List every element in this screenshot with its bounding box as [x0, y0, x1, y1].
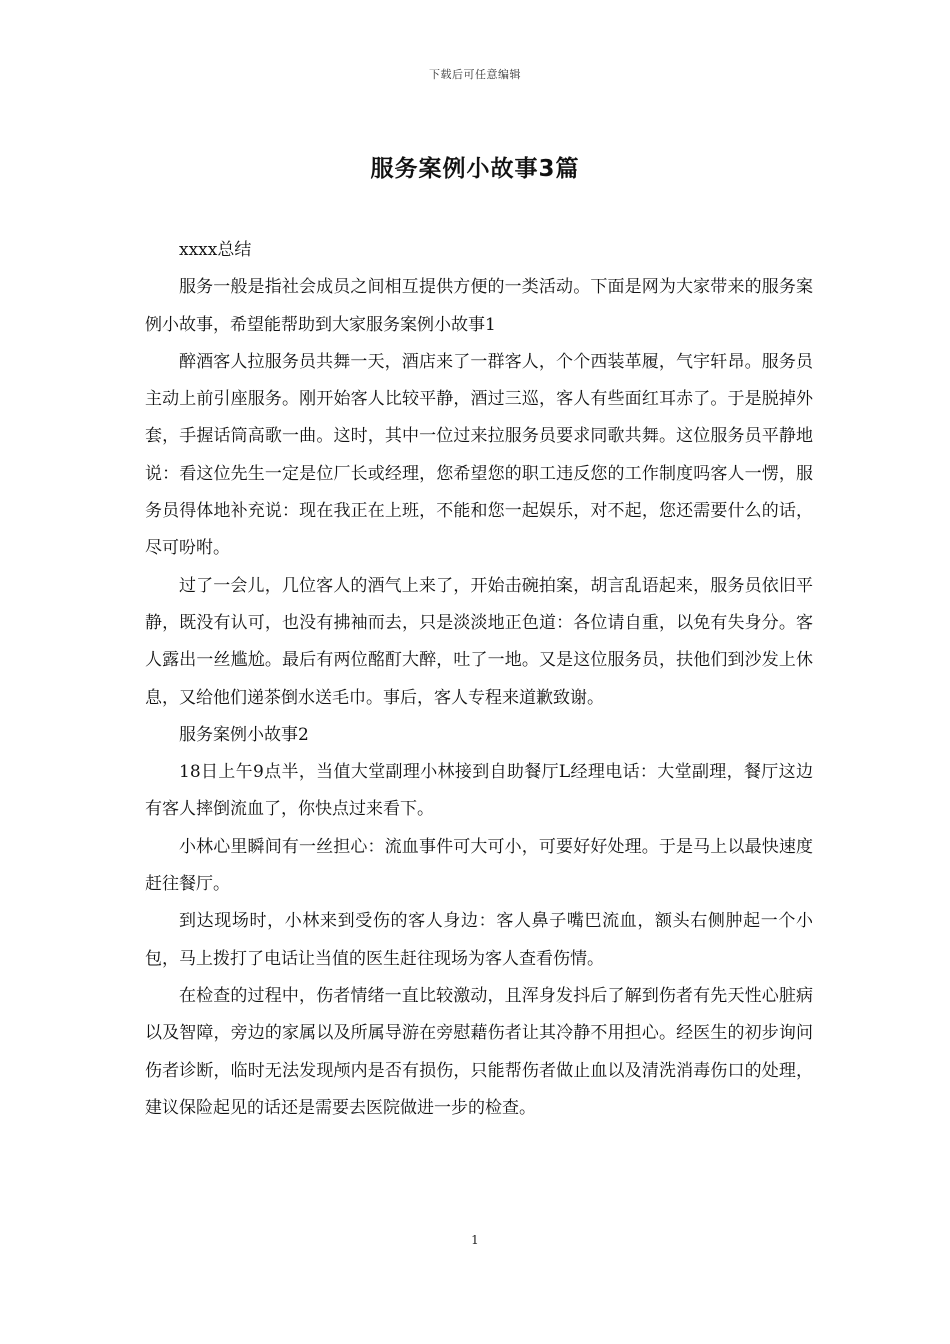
paragraph-intro: 服务一般是指社会成员之间相互提供方便的一类活动。下面是网为大家带来的服务案例小故事，希望能帮助到大家服务案例小故事1: [145, 277, 813, 335]
paragraph-story2-heading: 服务案例小故事2: [179, 724, 309, 745]
document-title: 服务案例小故事3篇: [370, 156, 580, 182]
paragraph-story2-part4: 在检查的过程中，伤者情绪一直比较激动，且浑身发抖后了解到伤者有先天性心脏病以及智障，旁边的家属以及所属导游在旁慰藉伤者让其冷静不用担心。经医生的初步询问伤者诊断，临时无法发现颅内是否有损伤，只能帮伤者做止血以及清洗消毒伤口的处理，建议保险起见的话还是需要去医院做进一步的检查。: [145, 985, 813, 1118]
paragraph-summary-label: xxxx总结: [179, 240, 252, 260]
paragraph-story1-part2: 过了一会儿，几位客人的酒气上来了，开始击碗拍案，胡言乱语起来，服务员依旧平静，既没有认可，也没有拂袖而去，只是淡淡地正色道：各位请自重，以免有失身分。客人露出一丝尴尬。最后有两位酩酊大醉，吐了一地。又是这位服务员，扶他们到沙发上休息，又给他们递茶倒水送毛巾。事后，客人专程来道歉致谢。: [145, 575, 813, 708]
paragraph-story2-part3: 到达现场时，小林来到受伤的客人身边：客人鼻子嘴巴流血，额头右侧肿起一个小包，马上拨打了电话让当值的医生赶往现场为客人查看伤情。: [145, 911, 813, 969]
paragraph-story2-part1: 18日上午9点半，当值大堂副理小林接到自助餐厅L经理电话：大堂副理，餐厅这边有客人摔倒流血了，你快点过来看下。: [145, 762, 813, 820]
page-number: 1: [471, 1233, 479, 1247]
header-note: 下载后可任意编辑: [429, 68, 521, 81]
paragraph-story2-part2: 小林心里瞬间有一丝担心：流血事件可大可小，可要好好处理。于是马上以最快速度赶往餐厅。: [145, 836, 813, 895]
document-body: [145, 232, 813, 1127]
paragraph-story1-part1: 醉酒客人拉服务员共舞一天，酒店来了一群客人，个个西装革履，气宇轩昂。服务员主动上前引座服务。刚开始客人比较平静，酒过三巡，客人有些面红耳赤了。于是脱掉外套，手握话筒高歌一曲。这时，其中一位过来拉服务员要求同歌共舞。这位服务员平静地说：看这位先生一定是位厂长或经理，您希望您的职工违反您的工作制度吗客人一愣，服务员得体地补充说：现在我正在上班，不能和您一起娱乐，对不起，您还需要什么的话，尽可吩咐。: [145, 351, 813, 559]
